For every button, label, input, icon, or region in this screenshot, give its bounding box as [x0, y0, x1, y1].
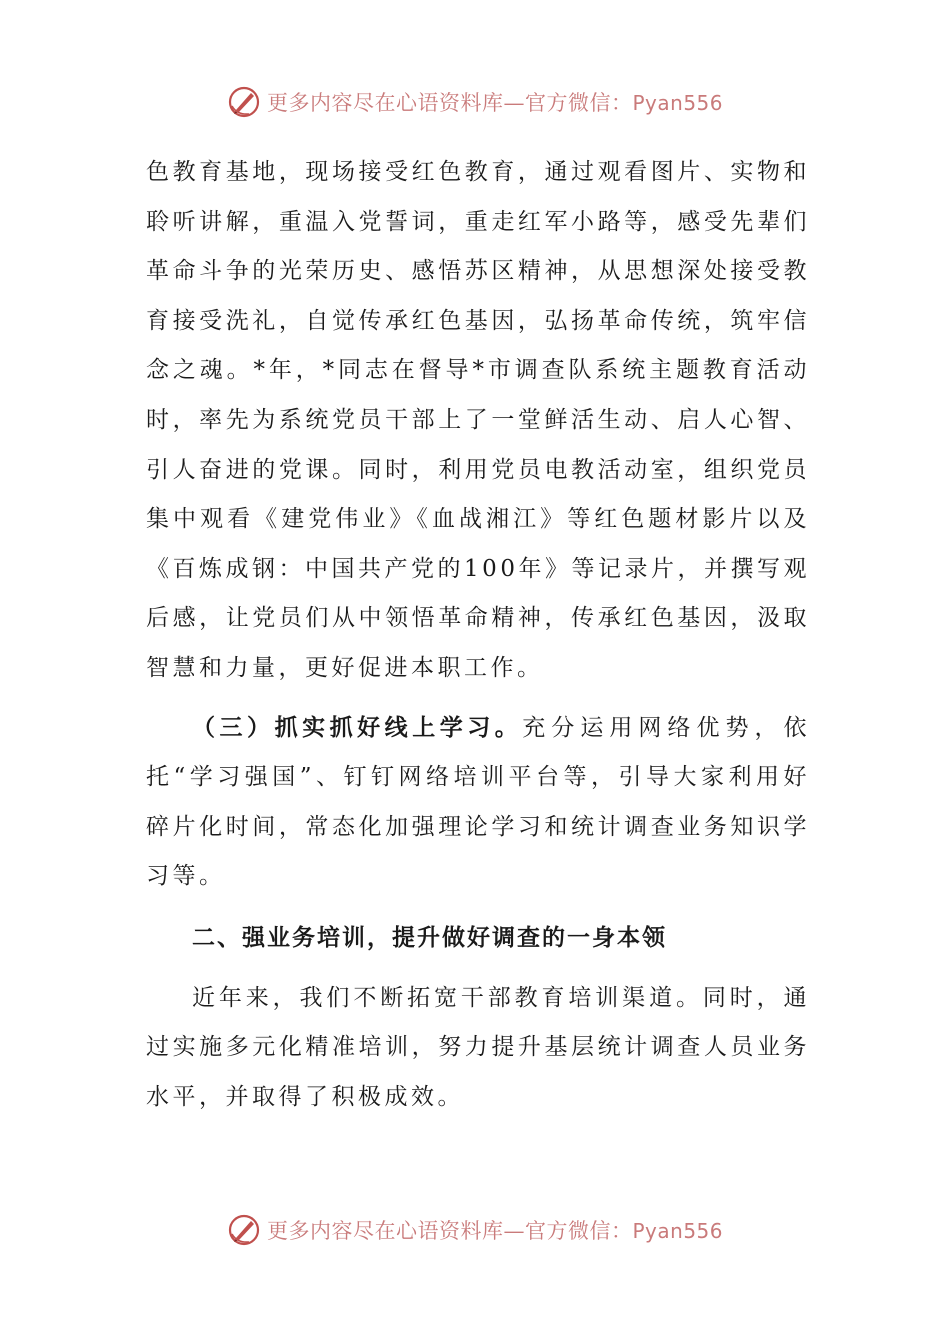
pen-logo-icon: [227, 1213, 261, 1247]
paragraph-online-learning: [146, 704, 810, 902]
watermark-text: [267, 87, 723, 117]
watermark-wechat-id: Pyan556: [632, 1219, 723, 1243]
paragraph-red-education: 色教育基地，现场接受红色教育，通过观看图片、实物和聆听讲解，重温入党誓词，重走红军小路等，感受先辈们革命斗争的光荣历史、感悟苏区精神，从思想深处接受教育接受洗礼，自觉传承红色基因，弘扬革命传统，筑牢信念之魂。*年，*同志在督导*市调查队系统主题教育活动时，率先为系统党员干部上了一堂鲜活生动、启人心智、引人奋进的党课。同时，利用党员电教活动室，组织党员集中观看《建党伟业》《血战湘江》等红色题材影片以及《百炼成钢：中国共产党的100年》等记录片，并撰写观后感，让党员们从中领悟革命精神，传承红色基因，汲取智慧和力量，更好促进本职工作。: [146, 159, 810, 681]
watermark-main-text: 更多内容尽在心语资料库: [266, 1219, 504, 1243]
watermark-wechat-id: Pyan556: [632, 91, 723, 115]
pen-logo-icon: [227, 85, 261, 119]
footer-watermark-banner: [0, 1208, 950, 1252]
watermark-separator: —: [503, 91, 525, 115]
watermark-wechat-label: 官方微信：: [524, 1219, 633, 1243]
watermark-text: [267, 1215, 723, 1245]
document-body: [146, 148, 810, 1122]
header-watermark-banner: [0, 80, 950, 124]
watermark-separator: —: [503, 1219, 525, 1243]
watermark-wechat-label: 官方微信：: [524, 91, 633, 115]
paragraph-online-learning-text: 充分运用网络优势，依托“学习强国”、钉钉网络培训平台等，引导大家利用好碎片化时间，常态化加强理论学习和统计调查业务知识学习等。: [146, 714, 811, 890]
section-heading-training: 二、强业务培训，提升做好调查的一身本领: [192, 924, 667, 951]
watermark-main-text: 更多内容尽在心语资料库: [266, 91, 504, 115]
paragraph-training: 近年来，我们不断拓宽干部教育培训渠道。同时，通过实施多元化精准培训，努力提升基层统计调查人员业务水平，并取得了积极成效。: [146, 984, 810, 1110]
subheading-online-learning: （三）抓实抓好线上学习。: [192, 714, 523, 741]
